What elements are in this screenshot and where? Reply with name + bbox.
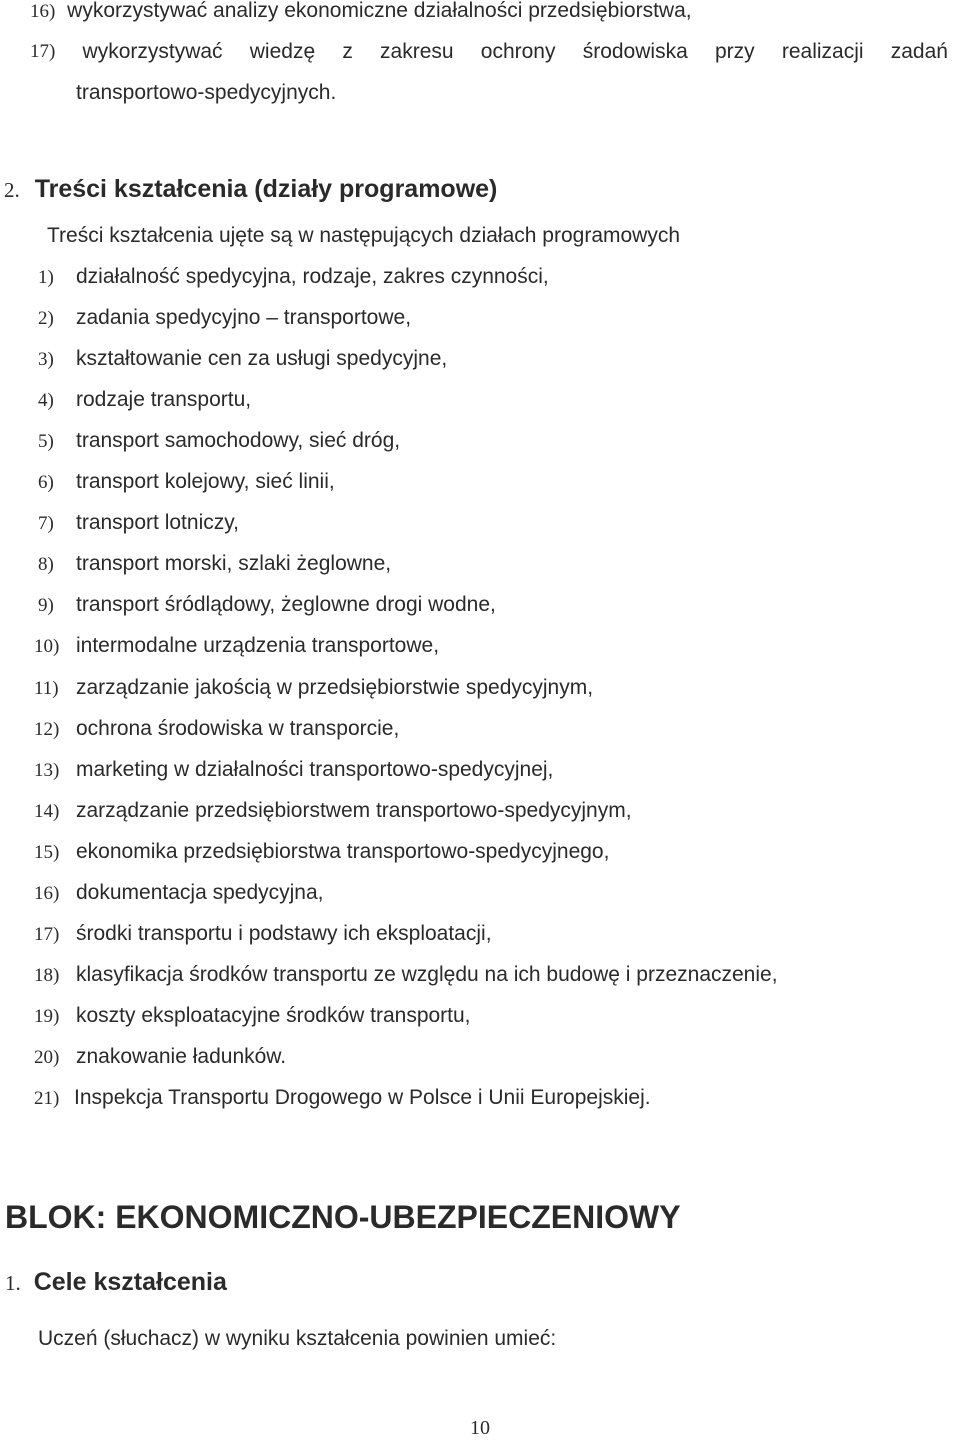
- list-item: [38, 345, 447, 374]
- list-item: [34, 674, 593, 703]
- list-item: [34, 1084, 651, 1113]
- section-heading: [5, 1266, 227, 1299]
- list-item-number: 4): [38, 390, 54, 411]
- list-item-text: klasyfikacja środków transportu ze względu na ich budowę i przeznaczenie,: [76, 963, 778, 986]
- list-item-text: transport samochodowy, sieć dróg,: [76, 429, 401, 452]
- list-item-number: 6): [38, 472, 54, 493]
- list-item: [34, 920, 492, 949]
- list-item: [34, 1043, 286, 1072]
- list-item: [34, 715, 399, 744]
- list-item: [34, 961, 778, 990]
- list-item-text: kształtowanie cen za usługi spedycyjne,: [76, 347, 448, 370]
- list-item-number: 14): [34, 801, 60, 822]
- list-item-text: środki transportu i podstawy ich eksploatacji,: [76, 922, 492, 945]
- list-item-number: 20): [34, 1047, 60, 1068]
- section-intro: Uczeń (słuchacz) w wyniku kształcenia powinien umieć:: [38, 1327, 557, 1350]
- list-item-text: transport lotniczy,: [76, 511, 240, 534]
- list-item-word: środowiska: [582, 40, 688, 63]
- list-item-number: 1): [38, 267, 54, 288]
- list-item-text: rodzaje transportu,: [76, 388, 252, 411]
- list-item-number: 10): [34, 636, 60, 657]
- list-item: [30, 38, 948, 66]
- list-item-word: realizacji: [781, 40, 864, 63]
- list-item: [30, 0, 692, 26]
- list-item-number: 12): [34, 719, 60, 740]
- list-item-text: transport morski, szlaki żeglowne,: [76, 552, 392, 575]
- list-item-word: wiedzę: [249, 40, 316, 63]
- section-number: 2.: [4, 178, 20, 202]
- section-intro: Treści kształcenia ujęte są w następujących działach programowych: [47, 224, 681, 247]
- block-heading: BLOK: EKONOMICZNO-UBEZPIECZENIOWY: [5, 1199, 681, 1235]
- list-item-text: intermodalne urządzenia transportowe,: [76, 634, 440, 657]
- list-item: [34, 1002, 471, 1031]
- list-item-text: ekonomika przedsiębiorstwa transportowo-spedycyjnego,: [76, 840, 610, 863]
- list-item-text: znakowanie ładunków.: [76, 1045, 287, 1068]
- list-item-text: Inspekcja Transportu Drogowego w Polsce i Unii Europejskiej.: [74, 1086, 651, 1109]
- list-item-word: zadań: [890, 40, 948, 63]
- section-heading: [4, 173, 497, 206]
- list-item: [38, 263, 549, 292]
- list-item-number: 2): [38, 308, 54, 329]
- list-item: [38, 591, 496, 620]
- list-item: [38, 550, 391, 579]
- list-item: [38, 427, 400, 456]
- list-item: [34, 797, 632, 826]
- list-item-number: 7): [38, 513, 54, 534]
- list-item-text: marketing w działalności transportowo-spedycyjnej,: [76, 758, 554, 781]
- list-item: [38, 509, 239, 538]
- list-item: [38, 386, 251, 415]
- list-item-text: działalność spedycyjna, rodzaje, zakres czynności,: [76, 265, 549, 288]
- page-number: 10: [470, 1417, 490, 1439]
- list-item: [34, 756, 553, 785]
- list-item-text: transport kolejowy, sieć linii,: [76, 470, 335, 493]
- list-item-word: zakresu: [380, 40, 454, 63]
- list-item: [34, 632, 439, 661]
- list-item-number: 17): [34, 924, 60, 945]
- list-item-word: z: [342, 40, 353, 63]
- section-title: Treści kształcenia (działy programowe): [34, 175, 498, 203]
- list-item: [34, 838, 609, 867]
- list-item-number: 3): [38, 349, 54, 370]
- section-number: 1.: [5, 1271, 21, 1295]
- list-item-number: 19): [34, 1006, 60, 1027]
- list-item-text: dokumentacja spedycyjna,: [76, 881, 324, 904]
- list-item: [38, 468, 335, 497]
- list-item: [38, 304, 411, 333]
- list-item-text: zadania spedycyjno – transportowe,: [76, 306, 412, 329]
- list-item-text: zarządzanie przedsiębiorstwem transportowo-spedycyjnym,: [76, 799, 632, 822]
- section-title: Cele kształcenia: [33, 1268, 227, 1296]
- list-item: [34, 879, 323, 908]
- list-item-continuation: transportowo-spedycyjnych.: [76, 81, 337, 104]
- list-item-number: 16): [30, 1, 56, 22]
- list-item-number: 17): [30, 41, 56, 62]
- list-item-word: przy: [714, 40, 755, 63]
- list-item-number: 5): [38, 431, 54, 452]
- list-item-text: koszty eksploatacyjne środków transportu,: [76, 1004, 471, 1027]
- list-item-text: zarządzanie jakością w przedsiębiorstwie spedycyjnym,: [76, 676, 594, 699]
- list-item-number: 13): [34, 760, 60, 781]
- list-item-word: ochrony: [480, 40, 556, 63]
- list-item-number: 18): [34, 965, 60, 986]
- list-item-text: wykorzystywać analizy ekonomiczne działalności przedsiębiorstwa,: [67, 0, 692, 22]
- list-item-word: wykorzystywać: [82, 40, 223, 63]
- list-item-number: 15): [34, 842, 60, 863]
- list-item-number: 21): [34, 1088, 60, 1109]
- list-item-number: 8): [38, 554, 54, 575]
- list-item-number: 11): [34, 678, 59, 699]
- list-item-number: 9): [38, 595, 54, 616]
- list-item-text: ochrona środowiska w transporcie,: [76, 717, 400, 740]
- list-item-number: 16): [34, 883, 60, 904]
- list-item-text: transport śródlądowy, żeglowne drogi wodne,: [76, 593, 496, 616]
